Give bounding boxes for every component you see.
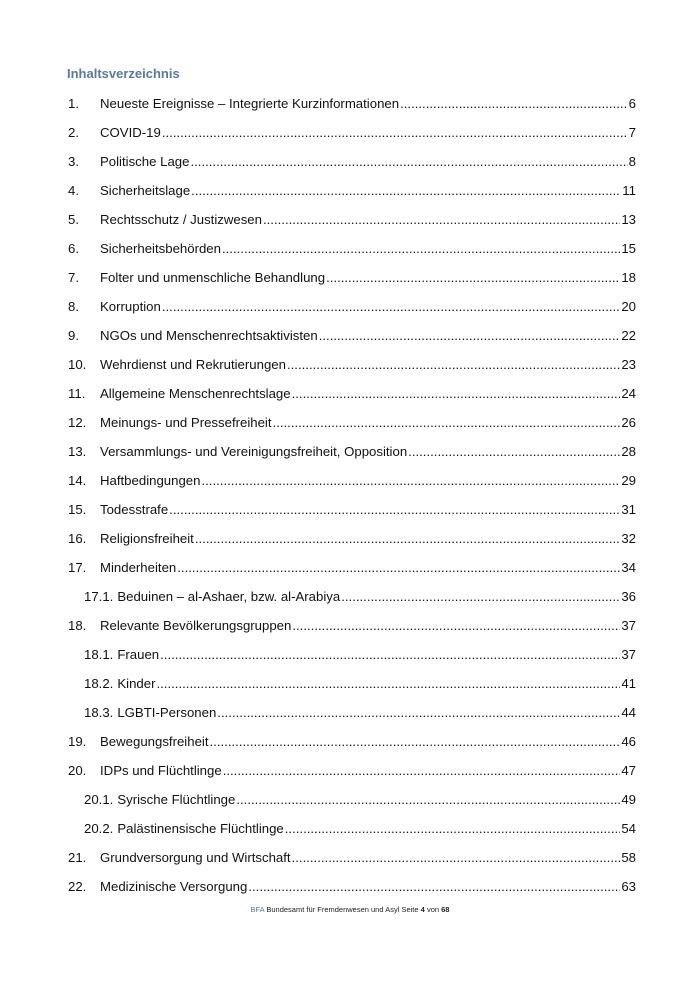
toc-entry-title: Politische Lage <box>100 154 190 169</box>
toc-entry[interactable] <box>68 378 636 407</box>
toc-entry-title: Neueste Ereignisse – Integrierte Kurzinformationen <box>100 96 400 111</box>
toc-dot-leader <box>169 502 620 518</box>
toc-dot-leader <box>292 618 620 634</box>
toc-dot-leader <box>162 299 620 315</box>
toc-entry-page: 58 <box>621 850 636 865</box>
toc-entry-page: 44 <box>621 705 636 720</box>
toc-entry-number: 13. <box>68 444 87 459</box>
toc-entry-number: 2. <box>68 125 79 140</box>
toc-entry-number: 11. <box>68 386 86 401</box>
toc-dot-leader <box>292 386 621 402</box>
toc-dot-leader <box>223 763 621 779</box>
toc-entry-number: 3. <box>68 154 79 169</box>
toc-entry-number: 8. <box>68 299 79 314</box>
toc-entry-page: 31 <box>621 502 636 517</box>
toc-entry-title: Versammlungs- und Vereinigungsfreiheit, Opposition <box>100 444 408 459</box>
toc-entry-number: 6. <box>68 241 79 256</box>
footer-brand: BFA <box>250 905 265 914</box>
toc-entry-title: Minderheiten <box>100 560 177 575</box>
toc-entry-page: 49 <box>621 792 636 807</box>
toc-entry-title: Korruption <box>100 299 161 314</box>
toc-entry-page: 22 <box>621 328 636 343</box>
toc-entry-page: 26 <box>621 415 636 430</box>
toc-entry-number: 1. <box>68 96 79 111</box>
toc-entry-page: 18 <box>621 270 636 285</box>
toc-dot-leader <box>400 96 628 112</box>
toc-entry[interactable] <box>68 349 636 378</box>
toc-entry[interactable] <box>68 552 636 581</box>
toc-entry-number: 18.3. <box>84 705 114 720</box>
toc-entry[interactable] <box>68 146 636 175</box>
toc-entry-page: 28 <box>621 444 636 459</box>
toc-dot-leader <box>273 415 621 431</box>
toc-dot-leader <box>236 792 620 808</box>
toc-entry-number: 19. <box>68 734 87 749</box>
toc-entry-number: 9. <box>68 328 79 343</box>
toc-entry[interactable] <box>68 233 636 262</box>
toc-dot-leader <box>160 647 620 663</box>
toc-entry-page: 37 <box>621 647 636 662</box>
toc-entry-number: 20. <box>68 763 87 778</box>
toc-entry-title: NGOs und Menschenrechtsaktivisten <box>100 328 318 343</box>
toc-entry-title: Syrische Flüchtlinge <box>117 792 236 807</box>
toc-entry[interactable] <box>68 88 636 117</box>
toc-entry-page: 29 <box>621 473 636 488</box>
toc-entry-page: 24 <box>621 386 636 401</box>
toc-entry[interactable] <box>68 523 636 552</box>
toc-entry-title: Frauen <box>117 647 160 662</box>
footer-page-label: Seite <box>401 905 419 914</box>
toc-entry[interactable] <box>68 436 636 465</box>
toc-entry[interactable] <box>68 494 636 523</box>
toc-dot-leader <box>201 473 620 489</box>
toc-entry-title: Sicherheitslage <box>100 183 191 198</box>
toc-entry[interactable] <box>68 117 636 146</box>
toc-entry-number: 20.2. <box>84 821 114 836</box>
toc-entry-page: 6 <box>628 96 636 111</box>
toc-entry-page: 32 <box>621 531 636 546</box>
toc-entry-title: COVID-19 <box>100 125 161 140</box>
toc-entry[interactable] <box>68 262 636 291</box>
toc-entry[interactable] <box>68 204 636 233</box>
toc-entry-number: 16. <box>68 531 87 546</box>
toc-entry-page: 8 <box>628 154 636 169</box>
toc-entry-number: 18.1. <box>84 647 114 662</box>
toc-entry-number: 18.2. <box>84 676 114 691</box>
table-of-contents <box>68 88 636 900</box>
toc-entry-number: 15. <box>68 502 87 517</box>
toc-entry-title: Grundversorgung und Wirtschaft <box>100 850 291 865</box>
toc-entry-number: 22. <box>68 879 87 894</box>
toc-entry[interactable] <box>68 842 636 871</box>
toc-entry[interactable] <box>68 407 636 436</box>
toc-dot-leader <box>326 270 620 286</box>
toc-entry-title: Relevante Bevölkerungsgruppen <box>100 618 292 633</box>
toc-entry-title: Haftbedingungen <box>100 473 201 488</box>
toc-subentry[interactable] <box>68 784 636 813</box>
toc-dot-leader <box>285 821 621 837</box>
toc-entry-page: 46 <box>621 734 636 749</box>
toc-entry-number: 12. <box>68 415 87 430</box>
toc-dot-leader <box>287 357 620 373</box>
toc-entry-title: Rechtsschutz / Justizwesen <box>100 212 262 227</box>
footer-of-label: von <box>426 905 440 914</box>
toc-entry[interactable] <box>68 871 636 900</box>
toc-entry[interactable] <box>68 726 636 755</box>
toc-entry-number: 4. <box>68 183 79 198</box>
toc-entry-page: 54 <box>621 821 636 836</box>
footer-page-current: 4 <box>420 905 425 914</box>
toc-dot-leader <box>408 444 620 460</box>
toc-dot-leader <box>222 241 620 257</box>
toc-entry-page: 63 <box>621 879 636 894</box>
toc-subentry[interactable] <box>68 639 636 668</box>
toc-entry-number: 18. <box>68 618 87 633</box>
toc-entry-number: 5. <box>68 212 79 227</box>
toc-entry-title: Allgemeine Menschenrechtslage <box>100 386 291 401</box>
toc-entry-page: 37 <box>621 618 636 633</box>
toc-dot-leader <box>190 154 627 170</box>
toc-entry-title: Wehrdienst und Rekrutierungen <box>100 357 286 372</box>
toc-entry-page: 13 <box>621 212 636 227</box>
toc-entry-page: 34 <box>621 560 636 575</box>
toc-entry-title: Sicherheitsbehörden <box>100 241 221 256</box>
toc-dot-leader <box>177 560 620 576</box>
footer-org: Bundesamt für Fremdenwesen und Asyl <box>266 905 400 914</box>
toc-subentry[interactable] <box>68 813 636 842</box>
toc-dot-leader <box>210 734 621 750</box>
toc-entry-title: Meinungs- und Pressefreiheit <box>100 415 272 430</box>
toc-dot-leader <box>248 879 620 895</box>
footer-page-total: 68 <box>441 905 450 914</box>
toc-entry-page: 15 <box>621 241 636 256</box>
toc-dot-leader <box>217 705 620 721</box>
toc-subentry[interactable] <box>68 668 636 697</box>
toc-entry-title: IDPs und Flüchtlinge <box>100 763 222 778</box>
toc-entry[interactable] <box>68 610 636 639</box>
toc-entry-page: 7 <box>628 125 636 140</box>
toc-subentry[interactable] <box>68 581 636 610</box>
toc-entry[interactable] <box>68 320 636 349</box>
toc-entry-title: Kinder <box>117 676 156 691</box>
toc-entry-title: Bewegungsfreiheit <box>100 734 209 749</box>
toc-dot-leader <box>156 676 620 692</box>
toc-entry-title: Todesstrafe <box>100 502 169 517</box>
toc-entry[interactable] <box>68 291 636 320</box>
toc-entry-number: 17.1. <box>84 589 114 604</box>
toc-entry-number: 10. <box>68 357 87 372</box>
toc-entry[interactable] <box>68 465 636 494</box>
toc-entry-title: Beduinen – al-Ashaer, bzw. al-Arabiya <box>117 589 341 604</box>
toc-dot-leader <box>292 850 621 866</box>
toc-dot-leader <box>341 589 620 605</box>
toc-entry[interactable] <box>68 175 636 204</box>
toc-entry-title: Medizinische Versorgung <box>100 879 248 894</box>
toc-entry-number: 20.1. <box>84 792 114 807</box>
toc-entry-page: 41 <box>621 676 636 691</box>
toc-dot-leader <box>263 212 620 228</box>
toc-dot-leader <box>162 125 628 141</box>
toc-entry-title: Folter und unmenschliche Behandlung <box>100 270 326 285</box>
toc-entry-title: Religionsfreiheit <box>100 531 194 546</box>
toc-entry-number: 17. <box>68 560 87 575</box>
toc-dot-leader <box>319 328 621 344</box>
page-footer <box>0 905 700 914</box>
toc-entry-page: 36 <box>621 589 636 604</box>
toc-entry-page: 23 <box>621 357 636 372</box>
toc-entry-title: Palästinensische Flüchtlinge <box>117 821 284 836</box>
toc-dot-leader <box>191 183 621 199</box>
toc-entry-page: 47 <box>621 763 636 778</box>
toc-heading: Inhaltsverzeichnis <box>67 66 180 81</box>
toc-entry-page: 11 <box>622 183 636 198</box>
toc-entry[interactable] <box>68 755 636 784</box>
toc-entry-number: 7. <box>68 270 79 285</box>
toc-entry-page: 20 <box>621 299 636 314</box>
toc-entry-title: LGBTI-Personen <box>117 705 217 720</box>
toc-subentry[interactable] <box>68 697 636 726</box>
toc-dot-leader <box>195 531 621 547</box>
toc-entry-number: 21. <box>68 850 87 865</box>
toc-entry-number: 14. <box>68 473 87 488</box>
